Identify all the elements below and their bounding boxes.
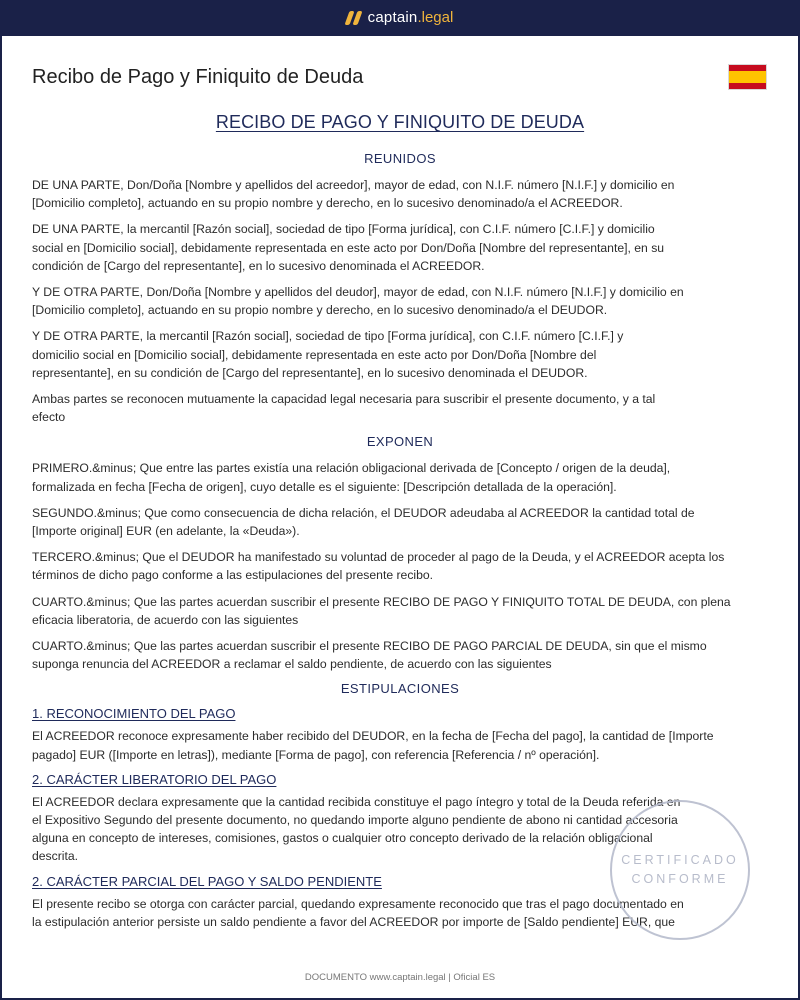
paragraph-line: términos de dicho pago conforme a las estipulaciones del presente recibo. xyxy=(32,568,434,583)
brand-tld: .legal xyxy=(417,9,454,26)
paragraph-line: Y DE OTRA PARTE, la mercantil [Razón social], sociedad de tipo [Forma jurídica], con C.I.F. número [C.I.F.] y xyxy=(32,329,624,344)
paragraph-line: TERCERO.&minus; Que el DEUDOR ha manifestado su voluntad de proceder al pago de la Deuda, y el ACREEDOR acepta los xyxy=(32,550,725,565)
spain-flag-icon xyxy=(728,64,767,90)
reunidos-section xyxy=(32,176,768,426)
paragraph xyxy=(32,504,768,540)
paragraph-line: El ACREEDOR declara expresamente que la cantidad recibida constituye el pago íntegro y total de la Deuda referida en xyxy=(32,794,681,809)
paragraph-line: social en [Domicilio social], debidamente representada en este acto por Don/Doña [Nombre del representante], en su xyxy=(32,240,665,255)
paragraph-line: condición de [Cargo del representante], en lo sucesivo denominada el ACREEDOR. xyxy=(32,258,485,273)
captain-legal-logo-icon xyxy=(347,11,360,25)
paragraph-line: eficacia liberatoria, de acuerdo con las siguientes xyxy=(32,612,299,627)
paragraph-line: PRIMERO.&minus; Que entre las partes existía una relación obligacional derivada de [Concepto / origen de la deuda], xyxy=(32,461,671,476)
top-bar xyxy=(0,0,800,36)
paragraph-line: la estipulación anterior persiste un saldo pendiente a favor del ACREEDOR por importe de [Saldo pendiente] EUR, que xyxy=(32,914,675,929)
paragraph-line: representante], en su condición de [Cargo del representante], en lo sucesivo denominada el DEUDOR. xyxy=(32,365,588,380)
paragraph xyxy=(32,390,768,426)
paragraph-line: suponga renuncia del ACREEDOR a reclamar el saldo pendiente, de acuerdo con las siguientes xyxy=(32,657,552,672)
paragraph-line: el Expositivo Segundo del presente documento, no quedando importe alguno pendiente de abono ni cantidad accesoria xyxy=(32,813,678,828)
paragraph xyxy=(32,637,768,673)
clause-title: 1. RECONOCIMIENTO DEL PAGO xyxy=(32,706,236,722)
paragraph-line: descrita. xyxy=(32,849,79,864)
paragraph-line: SEGUNDO.&minus; Que como consecuencia de dicha relación, el DEUDOR adeudaba al ACREEDOR la cantidad total de xyxy=(32,505,695,520)
main-heading: RECIBO DE PAGO Y FINIQUITO DE DEUDA xyxy=(215,112,585,132)
paragraph-line: [Importe original] EUR (en adelante, la «Deuda»). xyxy=(32,524,300,539)
stamp-line-1: CERTIFICADO xyxy=(621,853,739,867)
brand-name: captain xyxy=(367,9,418,26)
certificate-stamp xyxy=(610,800,750,940)
section-heading-exponen: EXPONEN xyxy=(366,434,434,450)
paragraph xyxy=(32,459,768,495)
paragraph xyxy=(32,283,768,319)
paragraph-line: [Domicilio completo], actuando en su propio nombre y derecho, en lo sucesivo denominado/a el DEUDOR. xyxy=(32,303,608,318)
document-title: Recibo de Pago y Finiquito de Deuda xyxy=(32,66,364,88)
paragraph xyxy=(32,593,768,629)
paragraph-line: pagado] EUR ([Importe en letras]), mediante [Forma de pago], con referencia [Referencia / nº operación]. xyxy=(32,747,600,762)
clause-title: 2. CARÁCTER PARCIAL DEL PAGO Y SALDO PENDIENTE xyxy=(32,873,382,889)
clause-text xyxy=(32,727,768,763)
paragraph xyxy=(32,176,768,212)
paragraph-line: CUARTO.&minus; Que las partes acuerdan suscribir el presente RECIBO DE PAGO Y FINIQUITO TOTAL DE DEUDA, con plena xyxy=(32,594,731,609)
paragraph-line: El presente recibo se otorga con carácter parcial, quedando expresamente reconocido que tras el pago documentado en xyxy=(32,896,684,911)
paragraph-line: domicilio social en [Domicilio social], debidamente representada en este acto por Don/Doña [Nombre del xyxy=(32,347,597,362)
page-footer: DOCUMENTO www.captain.legal | Oficial ES xyxy=(304,972,496,983)
section-heading-estipulaciones: ESTIPULACIONES xyxy=(340,681,460,697)
paragraph-line: [Domicilio completo], actuando en su propio nombre y derecho, en lo sucesivo denominado/a el ACREEDOR. xyxy=(32,196,623,211)
paragraph-line: efecto xyxy=(32,410,66,425)
exponen-section xyxy=(32,459,768,673)
paragraph-line: CUARTO.&minus; Que las partes acuerdan suscribir el presente RECIBO DE PAGO PARCIAL DE DEUDA, sin que el mismo xyxy=(32,639,707,654)
paragraph xyxy=(32,327,768,382)
paragraph-line: DE UNA PARTE, la mercantil [Razón social], sociedad de tipo [Forma jurídica], con C.I.F. número [C.I.F.] y domicilio xyxy=(32,222,655,237)
clause-title: 2. CARÁCTER LIBERATORIO DEL PAGO xyxy=(32,771,277,787)
paragraph-line: Y DE OTRA PARTE, Don/Doña [Nombre y apellidos del deudor], mayor de edad, con N.I.F. número [N.I.F.] y domicilio en xyxy=(32,285,684,300)
paragraph-line: alguna en concepto de intereses, comisiones, gastos o cualquier otro concepto derivado de la relación obligacional xyxy=(32,831,653,846)
paragraph-line: formalizada en fecha [Fecha de origen], cuyo detalle es el siguiente: [Descripción detallada de la operación]. xyxy=(32,479,617,494)
paragraph-line: DE UNA PARTE, Don/Doña [Nombre y apellidos del acreedor], mayor de edad, con N.I.F. número [N.I.F.] y domicilio en xyxy=(32,178,675,192)
paragraph-line: El ACREEDOR reconoce expresamente haber recibido del DEUDOR, en la fecha de [Fecha del pago], la cantidad de [Importe xyxy=(32,729,714,744)
paragraph xyxy=(32,220,768,275)
section-heading-reunidos: REUNIDOS xyxy=(364,151,436,166)
paragraph xyxy=(32,548,768,584)
brand[interactable] xyxy=(347,9,454,27)
stamp-line-2: CONFORME xyxy=(631,872,729,886)
paragraph-line: Ambas partes se reconocen mutuamente la capacidad legal necesaria para suscribir el presente documento, y a tal xyxy=(32,392,656,407)
